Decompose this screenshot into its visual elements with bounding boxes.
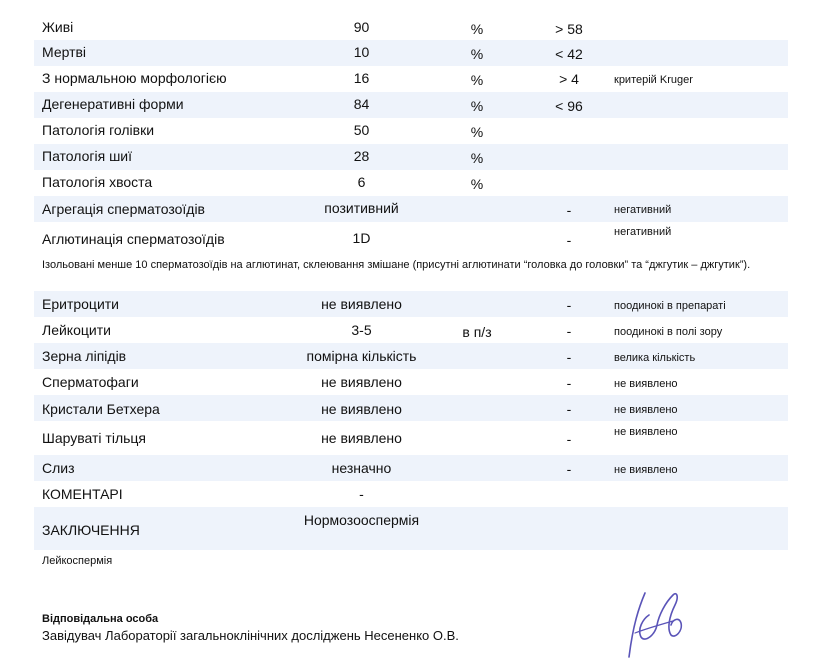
row-ref: - [566,232,572,248]
row-name: Агрегація сперматозоїдів [42,201,205,217]
row-value: не виявлено [321,296,402,312]
table-row [34,222,788,254]
comment-value: - [359,486,364,502]
conclusion-value: Нормозооспермія [303,512,420,528]
table-row [34,317,788,343]
row-note: не виявлено [614,426,678,438]
comment-row [34,481,788,507]
row-name: Патологія голівки [42,122,155,138]
table-row [34,369,788,395]
responsible-person: Завідувач Лабораторії загальноклінічних досліджень Несененко О.В. [42,628,459,643]
row-note: не виявлено [614,378,678,390]
table-row [34,395,788,421]
row-value: не виявлено [321,401,402,417]
row-value: 84 [353,96,370,112]
row-value: 10 [353,44,370,60]
signature-image [615,585,705,660]
row-value: 16 [353,70,370,86]
row-ref: - [566,375,572,391]
table-row [34,40,788,66]
row-name: Дегенеративні форми [42,96,184,112]
row-value: 6 [357,174,366,190]
row-unit: % [470,21,484,37]
table-row [34,196,788,222]
row-name: Шаруваті тільця [42,430,147,446]
row-note: негативний [614,226,672,238]
row-value: 90 [353,19,370,35]
row-name: Слиз [42,460,75,476]
conclusion-label: ЗАКЛЮЧЕННЯ [42,522,140,538]
row-name: Кристали Бетхера [42,401,160,417]
responsible-label: Відповідальна особа [42,613,159,625]
table-row [34,291,788,317]
row-note: поодинокі в полі зору [614,326,723,338]
comment-label: КОМЕНТАРІ [42,486,123,502]
table-row [34,16,788,40]
row-name: Еритроцити [42,296,119,312]
conclusion-row [34,507,788,550]
row-name: Зерна ліпідів [42,348,127,364]
row-note: негативний [614,204,672,216]
row-value: 3-5 [351,322,372,338]
table-row [34,118,788,144]
row-value: 28 [353,148,370,164]
row-ref: > 58 [555,21,583,37]
row-ref: > 4 [559,71,579,87]
row-ref: - [566,461,572,477]
row-unit: % [470,124,484,140]
row-value: не виявлено [321,374,402,390]
row-value: позитивний [324,200,399,216]
row-name: Мертві [42,44,87,60]
row-name: Живі [42,19,74,35]
row-value: 1D [352,230,371,246]
table-row [34,170,788,196]
conclusion-extra: Лейкоспермія [42,555,113,567]
row-unit: % [470,72,484,88]
row-note: не виявлено [614,404,678,416]
row-unit: % [470,98,484,114]
row-note: не виявлено [614,464,678,476]
row-value: помірна кількість [306,348,417,364]
table-row [34,144,788,170]
row-ref: - [566,323,572,339]
row-ref: - [566,401,572,417]
row-ref: - [566,202,572,218]
agglutination-note: Ізольовані менше 10 сперматозоїдів на аглютинат, склеювання змішане (присутні аглютинати “головка до головки” та “джгутик – джгутик”). [42,259,751,271]
row-unit: в п/з [462,324,492,340]
row-name: Аглютинація сперматозоїдів [42,231,225,247]
row-note: поодинокі в препараті [614,300,726,312]
table-row [34,92,788,118]
row-value: не виявлено [321,430,402,446]
row-name: Патологія шиї [42,148,133,164]
row-name: Лейкоцити [42,322,111,338]
row-value: незначно [331,460,392,476]
row-name: З нормальною морфологією [42,70,227,86]
row-ref: < 42 [555,46,583,62]
row-unit: % [470,176,484,192]
table-row [34,66,788,92]
row-unit: % [470,150,484,166]
row-note: велика кількість [614,352,696,364]
row-note: критерій Kruger [614,74,693,86]
row-ref: - [566,431,572,447]
table-row [34,421,788,455]
row-ref: - [566,297,572,313]
row-ref: < 96 [555,98,583,114]
row-unit: % [470,46,484,62]
row-name: Патологія хвоста [42,174,153,190]
row-name: Сперматофаги [42,374,139,390]
row-ref: - [566,349,572,365]
table-row [34,343,788,369]
table-row [34,455,788,481]
row-value: 50 [353,122,370,138]
